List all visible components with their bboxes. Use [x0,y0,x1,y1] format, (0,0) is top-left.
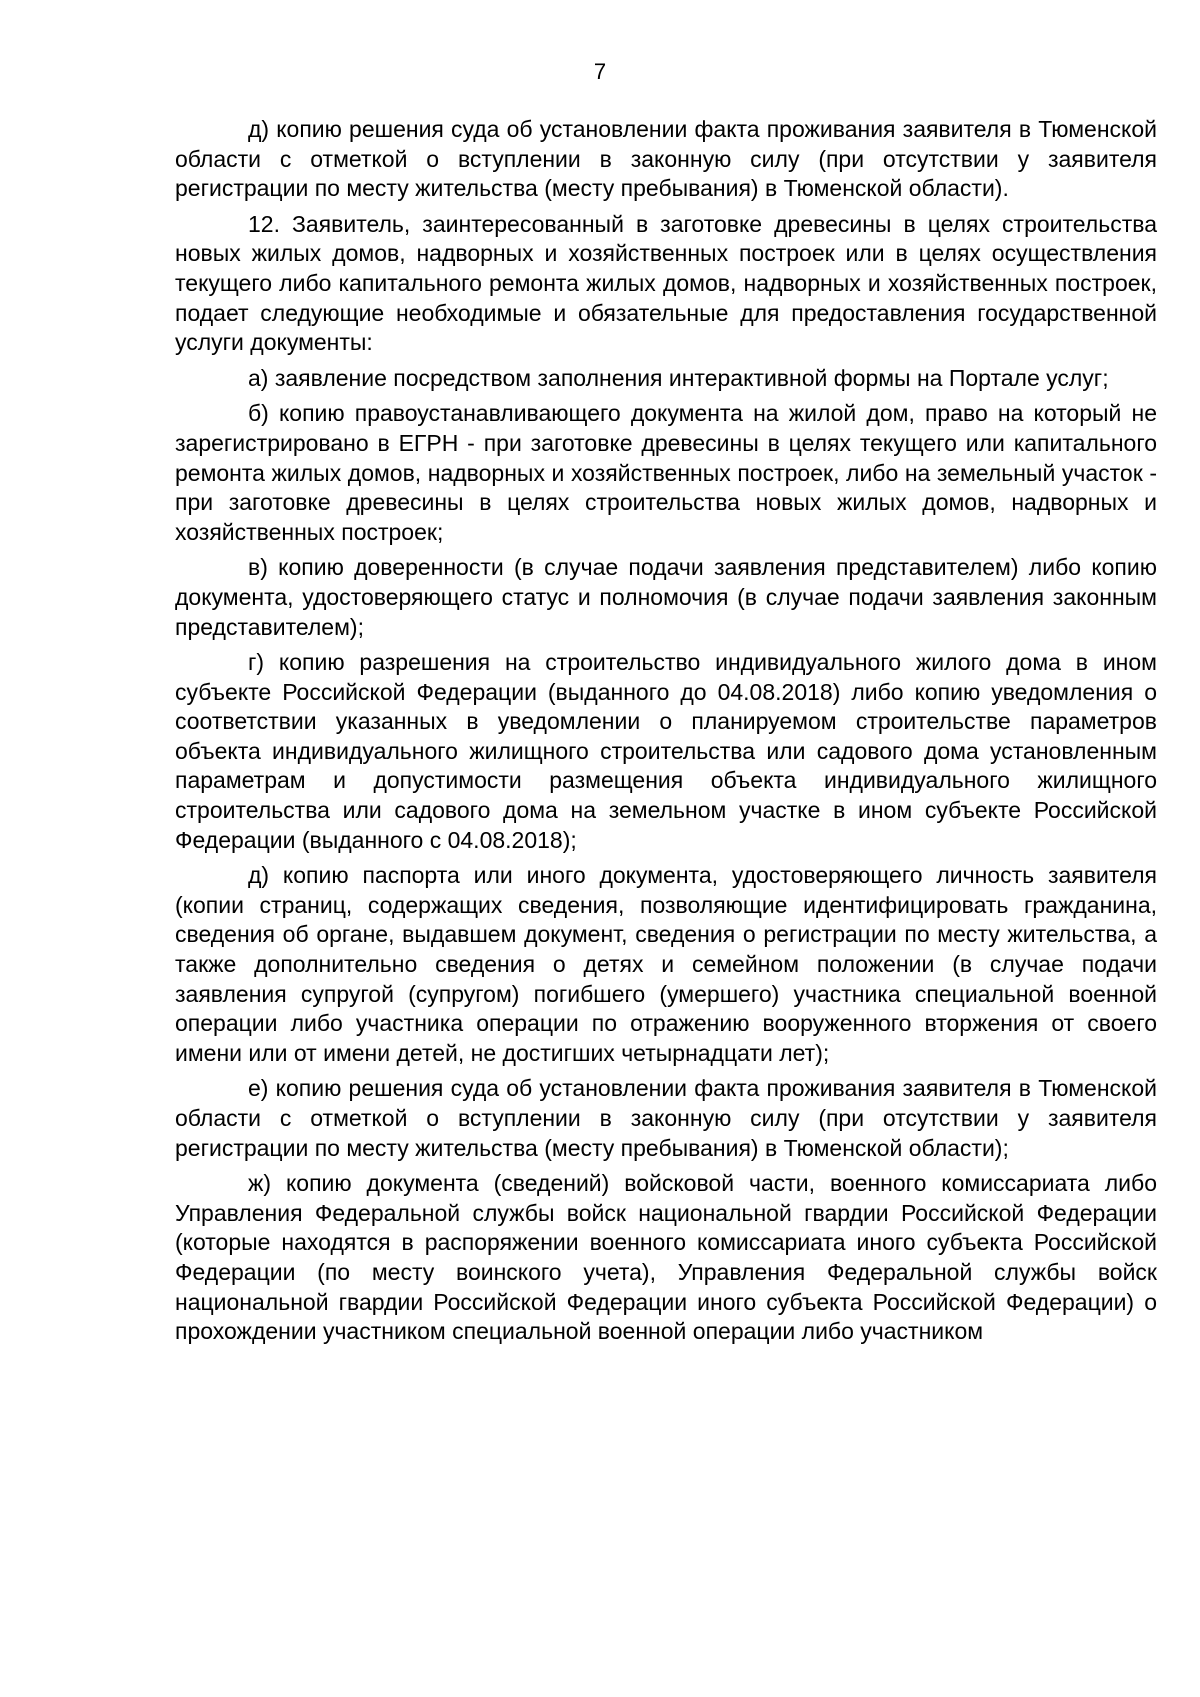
page-number: 7 [593,59,607,84]
paragraph-e-court-decision: е) копию решения суда об установлении факта проживания заявителя в Тюменской области с отметкой о вступлении в законную силу (при отсутствии у заявителя регистрации по месту жительства (месту пребывания) в Тюменской области); [175,1075,1157,1161]
paragraph-v-power-of-attorney: в) копию доверенности (в случае подачи заявления представителем) либо копию документа, удостоверяющего статус и полномочия (в случае подачи заявления законным представителем); [175,554,1157,640]
paragraph-b-title-document: б) копию правоустанавливающего документа на жилой дом, право на который не зарегистрировано в ЕГРН - при заготовке древесины в целях текущего или капитального ремонта жилых домов, надворных и хозяйственных построек, либо на земельный участок - при заготовке древесины в целях строительства новых жилых домов, надворных и хозяйственных построек; [175,400,1157,545]
paragraph-zh-military-document: ж) копию документа (сведений) войсковой части, военного комиссариата либо Управления Федеральной службы войск национальной гвардии Российской Федерации (которые находятся в распоряжении военного комиссариата иного субъекта Российской Федерации (по месту воинского учета), Управления Федеральной службы войск национальной гвардии Российской Федерации иного субъекта Российской Федерации) о прохождении участником специальной военной операции либо участником [175,1170,1157,1345]
paragraph-g-building-permit: г) копию разрешения на строительство индивидуального жилого дома в ином субъекте Российской Федерации (выданного до 04.08.2018) либо копию уведомления о соответствии указанных в уведомлении о планируемом строительстве параметров объекта индивидуального жилищного строительства или садового дома установленным параметрам и допустимости размещения объекта индивидуального жилищного строительства или садового дома на земельном участке в ином субъекте Российской Федерации (выданного с 04.08.2018); [175,649,1157,853]
paragraph-a-application: а) заявление посредством заполнения интерактивной формы на Портале услуг; [248,364,1109,391]
paragraph-12-required-documents: 12. Заявитель, заинтересованный в заготовке древесины в целях строительства новых жилых домов, надворных и хозяйственных построек или в целях осуществления текущего либо капитального ремонта жилых домов, надворных и хозяйственных построек, подает следующие необходимые и обязательные для предоставления государственной услуги документы: [175,210,1157,356]
paragraph-d-court-decision: д) копию решения суда об установлении факта проживания заявителя в Тюменской области с отметкой о вступлении в законную силу (при отсутствии у заявителя регистрации по месту жительства (месту пребывания) в Тюменской области). [175,116,1157,202]
paragraph-d-passport: д) копию паспорта или иного документа, удостоверяющего личность заявителя (копии страниц, содержащих сведения, позволяющие идентифицировать гражданина, сведения об органе, выдавшем документ, сведения о регистрации по месту жительства, а также дополнительно сведения о детях и семейном положении (в случае подачи заявления супругой (супругом) погибшего (умершего) участника специальной военной операции либо участника операции по отражению вооруженного вторжения от своего имени или от имени детей, не достигших четырнадцати лет); [175,862,1157,1066]
document-body [175,115,1157,1353]
